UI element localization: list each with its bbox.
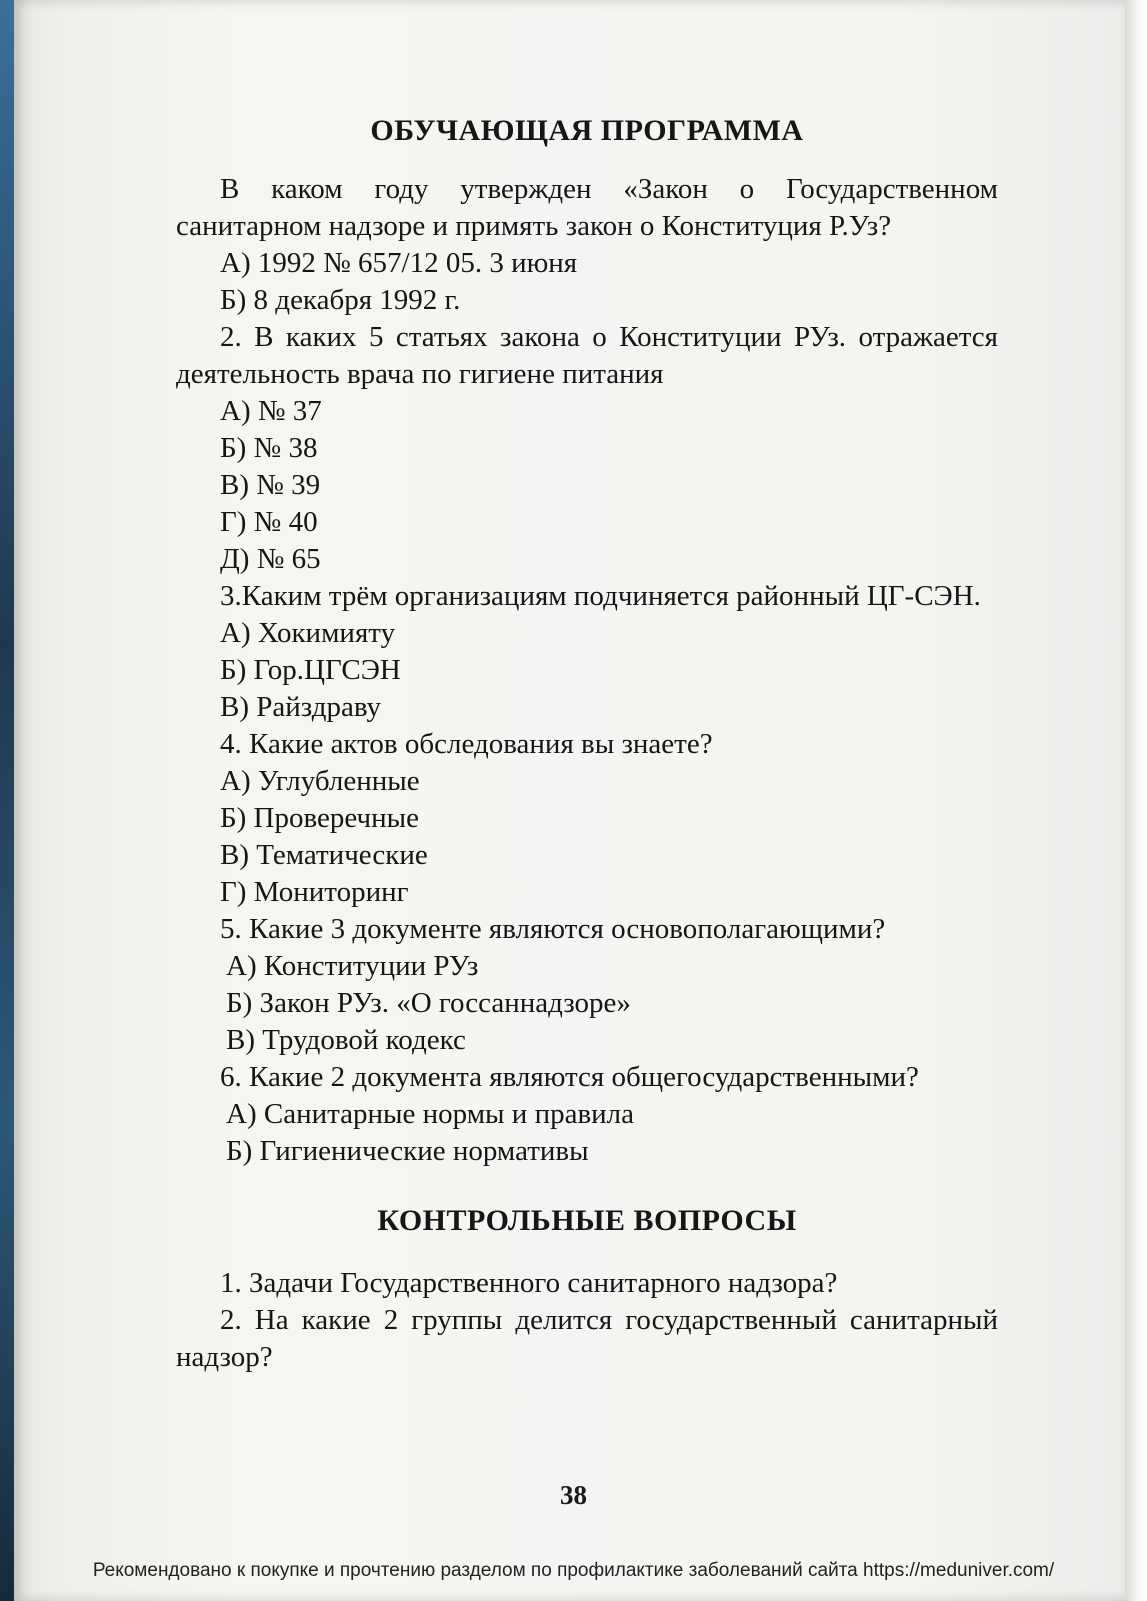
page-edge — [1125, 0, 1147, 1601]
section-title-control-questions: КОНТРОЛЬНЫЕ ВОПРОСЫ — [377, 1204, 797, 1237]
question-6: 6. Какие 2 документа являются общегосударственными? — [220, 1061, 919, 1093]
question-4-option-d: Г) Мониторинг — [220, 876, 409, 908]
question-1-option-b: Б) 8 декабря 1992 г. — [220, 284, 461, 316]
question-3-option-b: Б) Гор.ЦГСЭН — [220, 654, 401, 686]
question-4: 4. Какие актов обследования вы знаете? — [220, 728, 713, 760]
page-content — [176, 112, 998, 1376]
question-4-option-b: Б) Проверечные — [220, 802, 420, 834]
question-6-option-a: А) Санитарные нормы и правила — [226, 1098, 635, 1130]
question-3-option-c: В) Райздраву — [220, 691, 382, 723]
footer-recommendation-note: Рекомендовано к покупке и прочтению разделом по профилактике заболеваний сайта https://meduniver.com/ — [92, 1560, 1055, 1581]
page-number: 38 — [560, 1480, 587, 1510]
question-5-option-a: А) Конституции РУз — [226, 950, 479, 982]
question-5: 5. Какие 3 документе являются основополагающими? — [220, 913, 886, 945]
control-question-2: 2. На какие 2 группы делится государственный санитарный надзор? — [176, 1304, 998, 1373]
question-3: 3.Каким трём организациям подчиняется районный ЦГ-СЭН. — [220, 580, 981, 612]
section-title-training-program: ОБУЧАЮЩАЯ ПРОГРАММА — [370, 114, 804, 147]
question-1: В каком году утвержден «Закон о Государственном санитарном надзоре и примять закон о Конституция Р.Уз? — [176, 173, 998, 242]
question-1-option-a: А) 1992 № 657/12 05. 3 июня — [220, 247, 578, 279]
question-2-option-b: Б) № 38 — [220, 432, 318, 464]
question-5-option-c: В) Трудовой кодекс — [226, 1024, 466, 1056]
control-question-1: 1. Задачи Государственного санитарного надзора? — [220, 1267, 838, 1299]
question-2-option-a: А) № 37 — [220, 395, 322, 427]
question-4-option-a: А) Углубленные — [220, 765, 420, 797]
question-6-option-b: Б) Гигиенические нормативы — [226, 1135, 589, 1167]
question-2-option-e: Д) № 65 — [220, 543, 321, 575]
question-2-option-c: В) № 39 — [220, 469, 321, 501]
question-4-option-c: В) Тематические — [220, 839, 428, 871]
question-5-option-b: Б) Закон РУз. «О госсаннадзоре» — [226, 987, 631, 1019]
question-3-option-a: А) Хокимияту — [220, 617, 396, 649]
book-spine-background — [0, 0, 14, 1601]
question-2-option-d: Г) № 40 — [220, 506, 318, 538]
question-2: 2. В каких 5 статьях закона о Конституции РУз. отражается деятельность врача по гигиене питания — [176, 321, 998, 390]
